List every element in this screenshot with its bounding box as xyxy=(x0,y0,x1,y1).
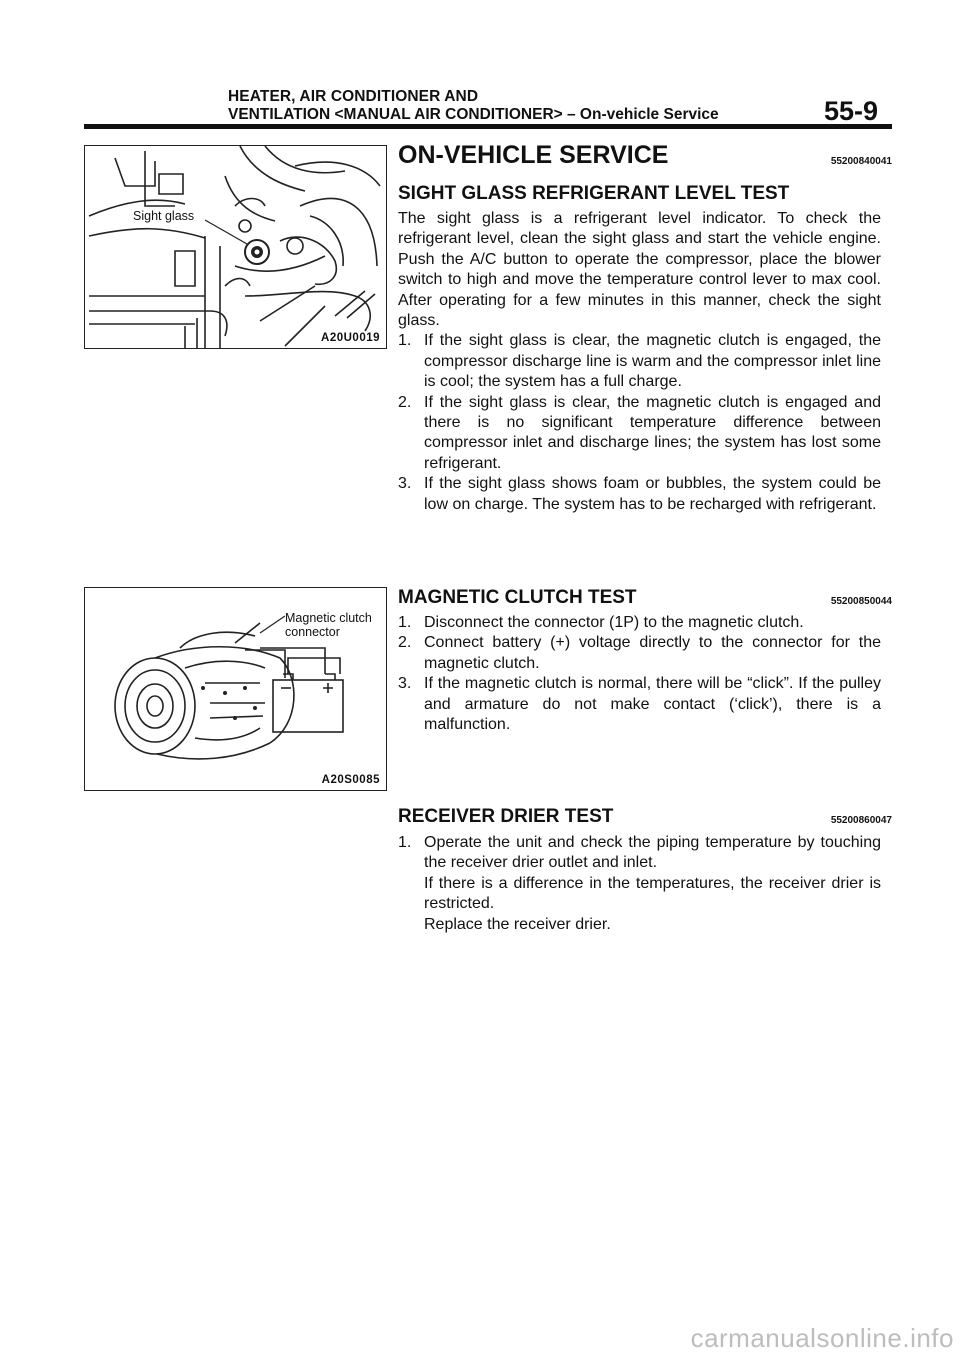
header-title-line1: HEATER, AIR CONDITIONER AND xyxy=(228,88,479,105)
section-title-on-vehicle-service: ON-VEHICLE SERVICE xyxy=(398,141,669,169)
section-title-receiver-drier: RECEIVER DRIER TEST xyxy=(398,806,614,827)
receiver-drier-note: If there is a difference in the temperatures, the receiver drier is restricted. xyxy=(424,874,881,913)
header-rule xyxy=(84,124,892,129)
magnetic-clutch-figure xyxy=(84,587,387,791)
list-item xyxy=(398,474,881,515)
list-item-number: 2. xyxy=(398,634,412,652)
list-item xyxy=(398,833,881,874)
page-number: 55-9 xyxy=(823,96,878,126)
section-code-magnetic-clutch: 55200850044 xyxy=(830,596,892,607)
section-code-on-vehicle-service: 55200840041 xyxy=(830,156,892,167)
figure1-code: A20U0019 xyxy=(321,332,380,344)
section-title-magnetic-clutch: MAGNETIC CLUTCH TEST xyxy=(398,587,637,608)
list-item-text: Disconnect the connector (1P) to the magnetic clutch. xyxy=(424,614,804,631)
section-title-sight-glass: SIGHT GLASS REFRIGERANT LEVEL TEST xyxy=(398,183,790,204)
list-item-text: Connect battery (+) voltage directly to the connector for the magnetic clutch. xyxy=(424,634,881,672)
section-code-receiver-drier: 55200860047 xyxy=(830,815,892,826)
list-item xyxy=(398,331,881,392)
magnetic-clutch-label-line2: connector xyxy=(285,625,340,639)
list-item-text: If the sight glass is clear, the magnetic clutch is engaged, the compressor discharge line is warm and the compressor inlet line is cool; the system has a full charge. xyxy=(424,332,881,391)
receiver-drier-instruction: Replace the receiver drier. xyxy=(424,915,611,933)
list-item-number: 1. xyxy=(398,834,412,851)
magnetic-clutch-body xyxy=(398,613,881,735)
list-item xyxy=(398,613,881,633)
list-item-number: 3. xyxy=(398,675,412,693)
magnetic-clutch-label-line1: Magnetic clutch xyxy=(285,611,372,625)
list-item-number: 1. xyxy=(398,614,412,631)
receiver-drier-body xyxy=(398,833,881,935)
list-item-text: If the sight glass is clear, the magnetic clutch is engaged and there is no significant temperature difference between compressor inlet and discharge lines; the system has lost some refrigerant. xyxy=(424,393,881,472)
list-item-number: 2. xyxy=(398,393,412,411)
list-item xyxy=(398,393,881,475)
sight-glass-body xyxy=(398,209,881,515)
list-item xyxy=(398,674,881,735)
sight-glass-intro: The sight glass is a refrigerant level indicator. To check the refrigerant level, clean the sight glass and start the vehicle engine. Push the A/C button to operate the compressor, place the blower switch to high and move the temperature control lever to max cool. After operating for a few minutes in this manner, check the sight glass. xyxy=(398,210,881,330)
engine-bay-illustration xyxy=(85,146,386,348)
figure2-code: A20S0085 xyxy=(321,774,380,786)
sight-glass-label: Sight glass xyxy=(133,209,195,223)
list-item-text: If the magnetic clutch is normal, there will be “click”. If the pulley and armature do not make contact (‘click’), there is a malfunction. xyxy=(424,675,881,734)
list-item-number: 3. xyxy=(398,475,412,493)
list-item xyxy=(398,633,881,674)
header-title-line2: VENTILATION <MANUAL AIR CONDITIONER> – On-vehicle Service xyxy=(228,106,719,123)
sight-glass-figure xyxy=(84,145,387,349)
watermark: carmanualsonline.info xyxy=(690,1323,954,1353)
list-item-text: If the sight glass shows foam or bubbles, the system could be low on charge. The system has to be recharged with refrigerant. xyxy=(424,475,881,513)
list-item-text: Operate the unit and check the piping temperature by touching the receiver drier outlet and inlet. xyxy=(424,834,881,872)
list-item-number: 1. xyxy=(398,332,412,350)
